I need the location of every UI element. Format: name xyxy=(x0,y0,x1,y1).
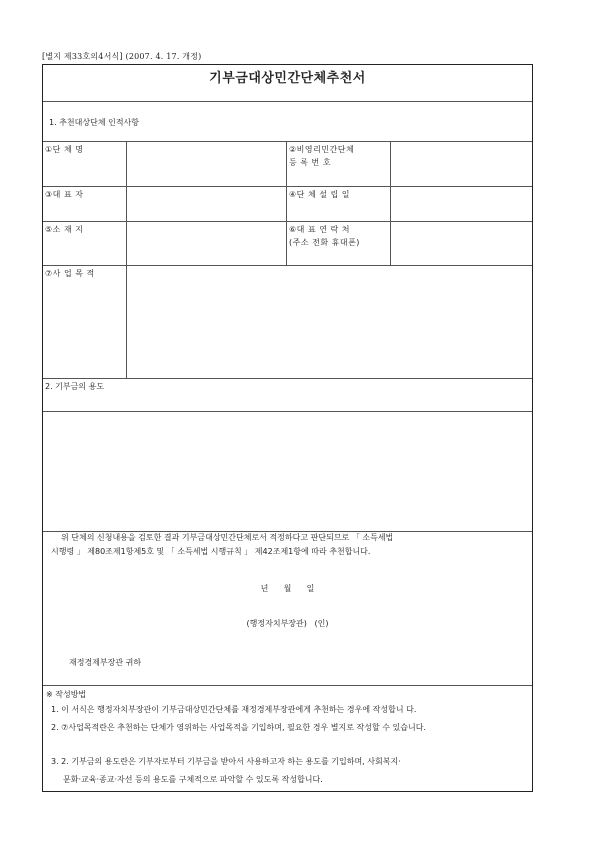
founding-date-label: ④단 체 설 립 일 xyxy=(289,190,350,199)
form-title: 기부금대상민간단체추천서 xyxy=(209,71,366,86)
label-column-divider xyxy=(126,141,127,378)
business-purpose-label: ⑦사 업 목 적 xyxy=(45,269,95,278)
row3-divider xyxy=(43,265,532,266)
section2-divider xyxy=(43,411,532,412)
title-divider xyxy=(43,101,532,102)
note-item-1: 1. 이 서식은 행정자치부장관이 기부금대상민간단체를 재정경제부장관에게 추천하는 경우에 작성합니 다. xyxy=(51,705,417,714)
note-item-3-continued: 문화·교육·종교·자선 등의 용도를 구체적으로 파악할 수 있도록 작성합니다. xyxy=(63,775,323,784)
contact-label-line2: (주소 전화 휴대폰) xyxy=(289,238,360,247)
address-label: ⑤소 재 지 xyxy=(45,225,84,234)
note-item-3: 3. 2. 기부금의 용도란은 기부자로부터 기부금을 받아서 사용하고자 하는 용도를 기입하며, 사회복지· xyxy=(51,757,401,766)
row4-divider xyxy=(43,378,532,379)
notes-divider xyxy=(43,685,532,686)
section1-divider xyxy=(43,141,532,142)
declaration-addressee: 재정경제부장관 귀하 xyxy=(69,658,142,667)
section1-label: 1. 추천대상단체 인적사항 xyxy=(49,118,139,127)
declaration-signer: (행정자치부장관) (인) xyxy=(246,619,329,628)
row2-divider xyxy=(43,221,532,222)
form-header-note: [별지 제33호의4서식] (2007. 4. 17. 개정) xyxy=(42,52,202,61)
note-item-2: 2. ⑦사업목적란은 추천하는 단체가 영위하는 사업목적을 기입하며, 필요한 경우 별지로 작성할 수 있습니다. xyxy=(51,723,426,732)
npo-reg-no-label-line1: ②비영리민간단체 xyxy=(289,145,355,154)
recommendation-form xyxy=(42,64,533,792)
representative-label: ③대 표 자 xyxy=(45,190,84,199)
org-name-label: ①단 체 명 xyxy=(45,145,84,154)
npo-reg-no-label-line2: 등 록 번 호 xyxy=(289,158,332,167)
declaration-line2: 시행령 」 제80조제1항제5호 및 「 소득세법 시행규칙 」 제42조제1항에 따라 추천합니다. xyxy=(51,547,371,556)
contact-label-line1: ⑥대 표 연 락 처 xyxy=(289,225,350,234)
notes-heading: ※ 작성방법 xyxy=(46,690,87,699)
declaration-date: 년 월 일 xyxy=(260,584,315,593)
middle-column-divider xyxy=(286,141,287,265)
row1-divider xyxy=(43,186,532,187)
section2-label: 2. 기부금의 용도 xyxy=(45,382,105,391)
right-label-column-divider xyxy=(390,141,391,265)
declaration-line1: 위 단체의 신청내용을 검토한 결과 기부금대상민간단체로서 적정하다고 판단되므로 「 소득세법 xyxy=(61,533,394,542)
